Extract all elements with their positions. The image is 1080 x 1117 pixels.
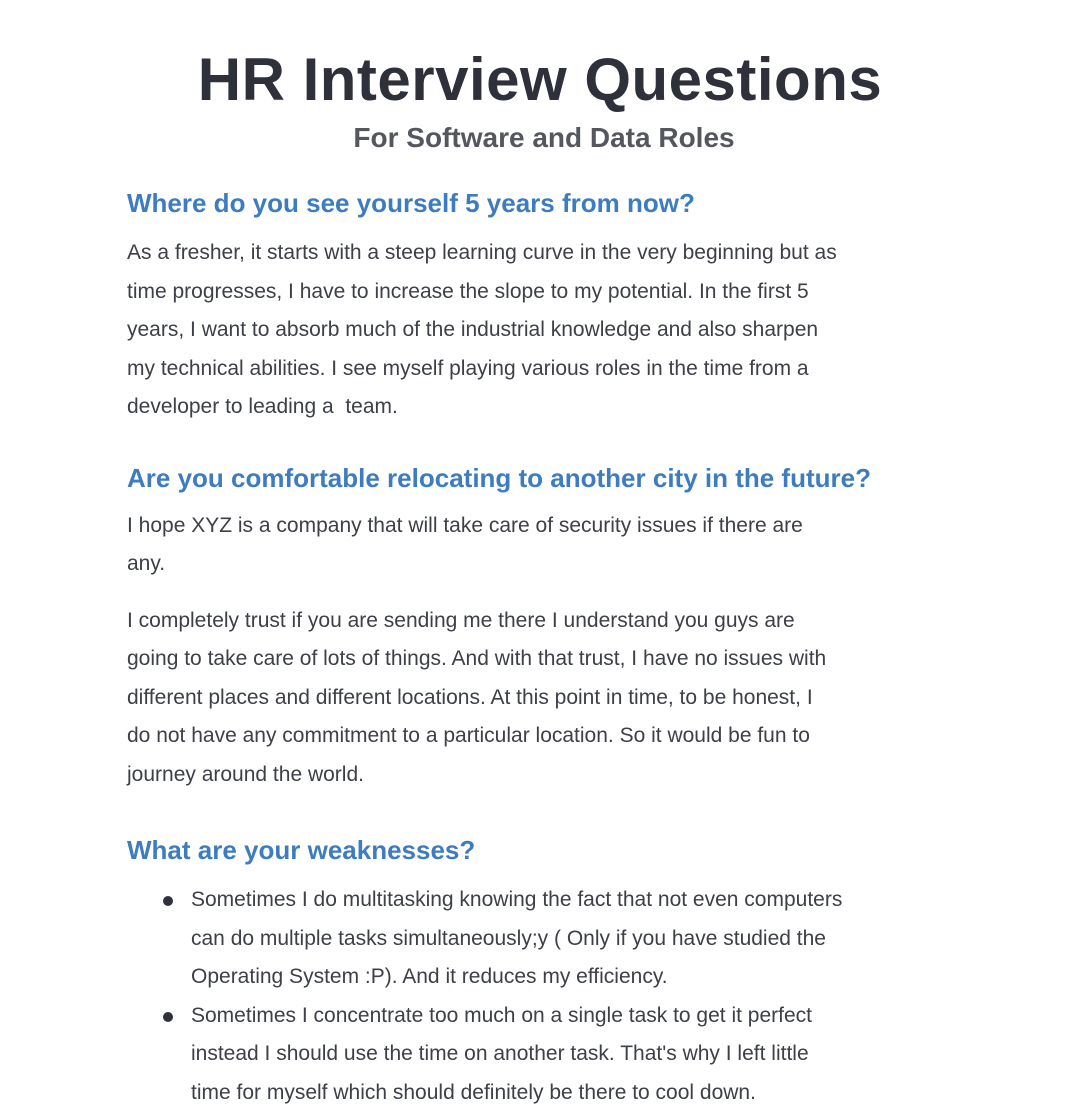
- bullet-icon: [163, 896, 173, 906]
- text-line: I completely trust if you are sending me there I understand you guys are: [127, 608, 795, 632]
- text-line: do not have any commitment to a particular location. So it would be fun to: [127, 724, 810, 747]
- list-item: [127, 997, 967, 1113]
- text-line: my technical abilities. I see myself playing various roles in the time from a: [127, 356, 809, 380]
- text-line: time progresses, I have to increase the slope to my potential. In the first 5: [127, 279, 809, 303]
- question-heading: What are your weaknesses?: [127, 835, 476, 865]
- text-line: journey around the world.: [127, 762, 364, 786]
- text-line: instead I should use the time on another task. That's why I left little: [191, 1042, 809, 1065]
- section-future-goals: [127, 183, 967, 427]
- answer-paragraph: [127, 234, 967, 427]
- text-line: Sometimes I concentrate too much on a single task to get it perfect: [191, 1003, 812, 1027]
- text-line: different places and different locations. At this point in time, to be honest, I: [127, 685, 813, 709]
- document-content: [127, 183, 967, 1112]
- bullet-list: [127, 881, 967, 1112]
- question-heading: Where do you see yourself 5 years from now?: [127, 188, 695, 218]
- text-line: any.: [127, 552, 166, 575]
- text-line: I hope XYZ is a company that will take care of security issues if there are: [127, 513, 803, 537]
- page-title: HR Interview Questions: [197, 46, 883, 113]
- page-subtitle: For Software and Data Roles: [353, 122, 735, 153]
- text-line: can do multiple tasks simultaneously;y ( Only if you have studied the: [191, 926, 826, 950]
- text-line: As a fresher, it starts with a steep learning curve in the very beginning but as: [127, 241, 837, 264]
- text-line: developer to leading a team.: [127, 395, 398, 418]
- text-line: years, I want to absorb much of the industrial knowledge and also sharpen: [127, 318, 819, 341]
- text-line: Sometimes I do multitasking knowing the fact that not even computers: [191, 888, 843, 911]
- answer-paragraph: [127, 602, 967, 795]
- list-item: [127, 881, 967, 997]
- section-weaknesses: [127, 830, 967, 1112]
- text-line: Operating System :P). And it reduces my efficiency.: [191, 965, 668, 988]
- text-line: going to take care of lots of things. And with that trust, I have no issues with: [127, 647, 827, 670]
- bullet-icon: [163, 1012, 173, 1022]
- text-line: time for myself which should definitely be there to cool down.: [191, 1080, 756, 1104]
- section-relocation: [127, 458, 967, 795]
- question-heading: Are you comfortable relocating to another city in the future?: [127, 462, 871, 493]
- answer-paragraph: [127, 507, 967, 584]
